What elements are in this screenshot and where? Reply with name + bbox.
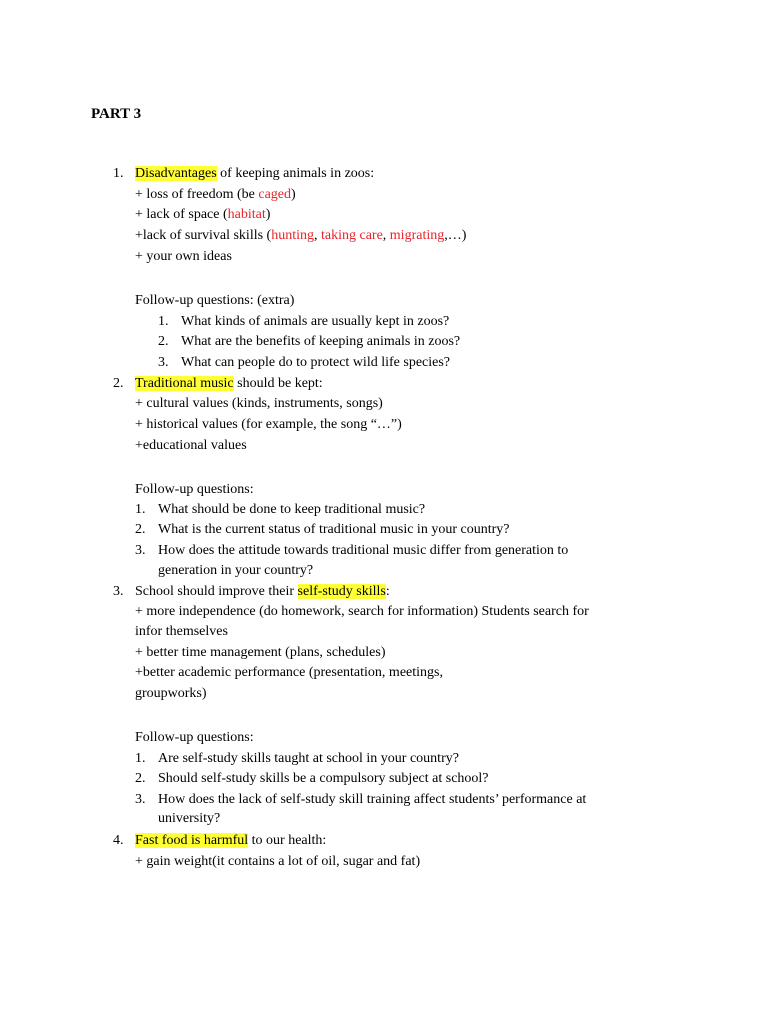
section-2-heading-rest: should be kept: <box>233 376 323 391</box>
bullet-text: ,…) <box>444 228 467 243</box>
section-1-heading-rest: of keeping animals in zoos: <box>216 166 375 181</box>
section-4-number: 4. <box>113 833 124 848</box>
section-1-bullet-1 <box>135 185 296 205</box>
section-1-bullet-4: + your own ideas <box>135 249 232 264</box>
section-2-followup-heading: Follow-up questions: <box>135 482 254 497</box>
red-keyword: caged <box>258 187 292 202</box>
section-4-bullet-1: + gain weight(it contains a lot of oil, sugar and fat) <box>135 854 421 869</box>
section-4-highlight: Fast food is harmful <box>135 833 249 848</box>
red-keyword: taking care <box>321 228 383 243</box>
section-1-q2-number: 2. <box>158 334 169 349</box>
section-3-number: 3. <box>113 584 124 599</box>
section-2-number: 2. <box>113 376 124 391</box>
section-2-bullet-2: + historical values (for example, the song “…”) <box>135 417 402 432</box>
bullet-text: +lack of survival skills ( <box>135 228 272 243</box>
section-2-q2: What is the current status of traditional music in your country? <box>158 522 510 537</box>
section-2-q3-line-1: How does the attitude towards traditional music differ from generation to <box>158 543 569 558</box>
bullet-text: ) <box>291 187 296 202</box>
section-3-q2-number: 2. <box>135 771 146 786</box>
section-2-q1-number: 1. <box>135 502 146 517</box>
section-3-bullet-2: + better time management (plans, schedules) <box>135 645 386 660</box>
bullet-text: + lack of space ( <box>135 207 228 222</box>
section-2-bullet-3: +educational values <box>135 438 247 453</box>
section-2-q3-number: 3. <box>135 543 146 558</box>
section-2-q2-number: 2. <box>135 522 146 537</box>
section-3-bullet-1-line-1: + more independence (do homework, search for information) Students search for <box>135 604 589 619</box>
section-1-bullet-3 <box>135 226 466 246</box>
section-2-heading <box>135 374 323 394</box>
section-1-heading <box>135 164 374 184</box>
section-1-q1-number: 1. <box>158 314 169 329</box>
section-1-number: 1. <box>113 166 124 181</box>
section-1-bullet-2 <box>135 205 270 225</box>
section-1-q2: What are the benefits of keeping animals in zoos? <box>181 334 461 349</box>
bullet-text: , <box>314 228 321 243</box>
section-3-followup-heading: Follow-up questions: <box>135 730 254 745</box>
section-2-q3-line-2: generation in your country? <box>158 563 314 578</box>
section-3-q1-number: 1. <box>135 751 146 766</box>
section-1-q3-number: 3. <box>158 355 169 370</box>
section-3-bullet-1-line-2: infor themselves <box>135 624 228 639</box>
section-3-bullet-3-line-1: +better academic performance (presentation, meetings, <box>135 665 443 680</box>
section-3-bullet-3-line-2: groupworks) <box>135 686 207 701</box>
section-2-highlight: Traditional music <box>135 376 234 391</box>
section-1-highlight: Disadvantages <box>135 166 217 181</box>
bullet-text: + loss of freedom (be <box>135 187 259 202</box>
section-3-heading <box>135 582 390 602</box>
bullet-text: ) <box>265 207 271 222</box>
page-title: PART 3 <box>91 106 142 122</box>
section-4-heading <box>135 831 326 851</box>
section-3-heading-post: : <box>385 584 390 599</box>
section-3-q2: Should self-study skills be a compulsory subject at school? <box>158 771 489 786</box>
section-2-bullet-1: + cultural values (kinds, instruments, songs) <box>135 396 383 411</box>
section-3-highlight: self-study skills <box>297 584 386 599</box>
section-1-followup-heading: Follow-up questions: (extra) <box>135 293 295 308</box>
section-3-q1: Are self-study skills taught at school in your country? <box>158 751 459 766</box>
section-2-q1: What should be done to keep traditional music? <box>158 502 426 517</box>
bullet-text: , <box>382 228 390 243</box>
section-3-q3-line-1: How does the lack of self-study skill training affect students’ performance at <box>158 792 587 807</box>
section-3-heading-pre: School should improve their <box>135 584 298 599</box>
section-4-heading-rest: to our health: <box>248 833 327 848</box>
red-keyword: hunting <box>271 228 314 243</box>
red-keyword: migrating <box>389 228 445 243</box>
section-3-q3-line-2: university? <box>158 811 221 826</box>
section-1-q3: What can people do to protect wild life species? <box>181 355 451 370</box>
section-3-q3-number: 3. <box>135 792 146 807</box>
red-keyword: habitat <box>227 207 266 222</box>
section-1-q1: What kinds of animals are usually kept in zoos? <box>181 314 450 329</box>
